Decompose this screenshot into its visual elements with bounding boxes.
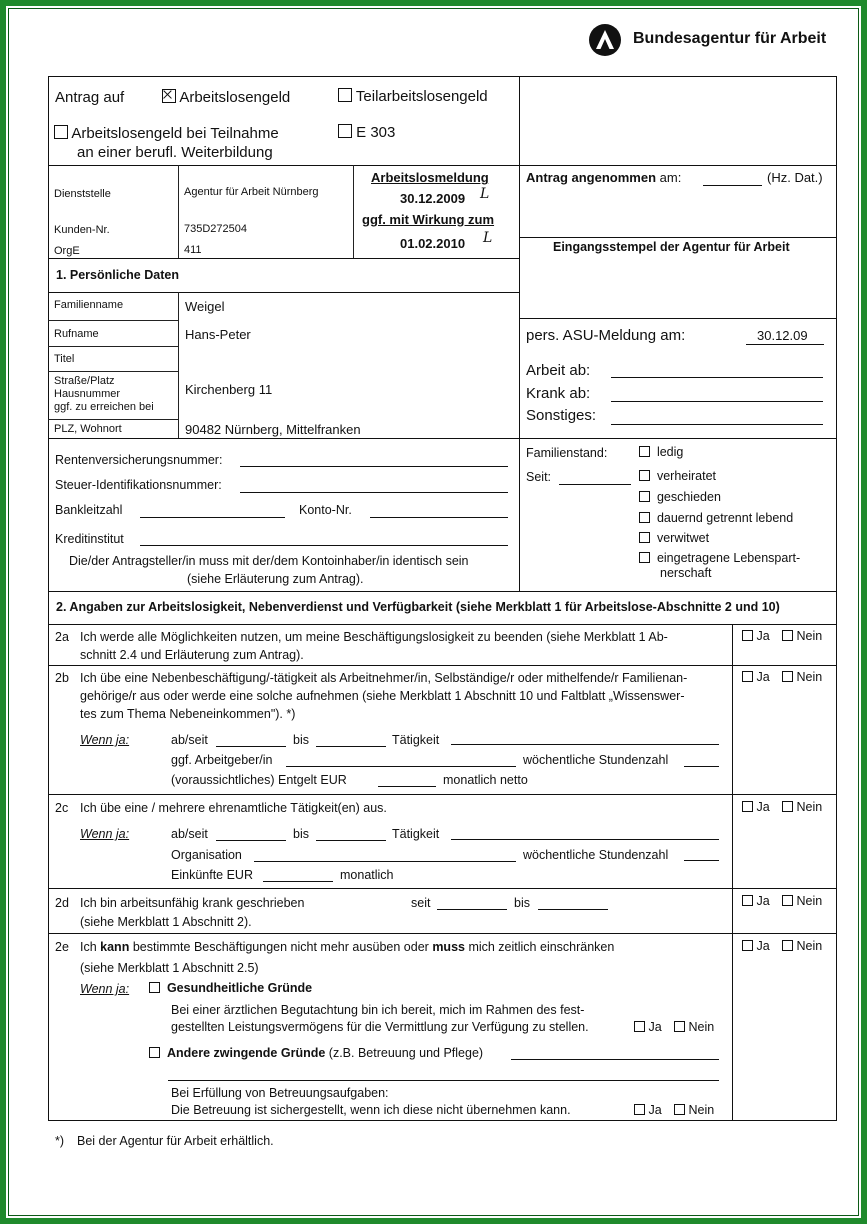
opt-weiterbildung[interactable]: Arbeitslosengeld bei Teilnahme — [54, 125, 279, 142]
bank-note-1: Die/der Antragsteller/in muss mit der/dem Kontoinhaber/in identisch sein — [69, 554, 469, 568]
sonstiges-label: Sonstiges: — [526, 407, 597, 424]
familienname-value[interactable]: Weigel — [185, 299, 225, 314]
agency-logo — [589, 24, 621, 56]
q2e-betreuung-nein[interactable]: Nein — [674, 1103, 714, 1117]
strasse-value[interactable]: Kirchenberg 11 — [185, 382, 273, 397]
fs-lebenspartnerschaft[interactable]: eingetragene Lebenspart- — [639, 551, 800, 565]
q2c-monatlich: monatlich — [340, 868, 394, 882]
fs-geschieden[interactable]: geschieden — [639, 490, 721, 504]
q2b-abseit-field[interactable] — [216, 746, 286, 747]
q2b-nein[interactable]: Nein — [782, 670, 822, 684]
q2b-entgelt-field[interactable] — [378, 786, 436, 787]
checkbox-icon[interactable] — [742, 895, 753, 906]
dienststelle-value: Agentur für Arbeit Nürnberg — [184, 186, 319, 198]
steuer-field[interactable] — [240, 492, 508, 493]
checkbox-icon[interactable] — [782, 671, 793, 682]
q2e-gesund-ja[interactable]: Ja — [634, 1020, 662, 1034]
q2b-netto: monatlich netto — [443, 773, 528, 787]
sonstiges-field[interactable] — [611, 424, 823, 425]
opt-teilarbeitslosengeld[interactable]: Teilarbeitslosengeld — [338, 88, 488, 105]
q2d-bis-field[interactable] — [538, 909, 608, 910]
footnote-mark: *) — [55, 1134, 65, 1148]
bank-note-2: (siehe Erläuterung zum Antrag). — [187, 572, 364, 586]
hz-dat: (Hz. Dat.) — [767, 170, 823, 185]
checkbox-icon[interactable] — [338, 88, 352, 102]
q2b-stunden: wöchentliche Stundenzahl — [523, 753, 669, 767]
checkbox-icon[interactable] — [634, 1104, 645, 1115]
checkbox-icon[interactable] — [634, 1021, 645, 1032]
q2e-ja[interactable]: Ja — [742, 939, 770, 953]
q2d-bis: bis — [514, 896, 530, 910]
q2c-taetigkeit-field[interactable] — [451, 839, 719, 840]
q2b-bis: bis — [293, 733, 309, 747]
rv-label: Rentenversicherungsnummer: — [55, 453, 223, 467]
strasse-label-2: Hausnummer — [54, 388, 121, 400]
rv-field[interactable] — [240, 466, 508, 467]
checkbox-icon[interactable] — [639, 532, 650, 543]
q2d-seit-field[interactable] — [437, 909, 507, 910]
seit-label: Seit: — [526, 470, 552, 484]
kredit-label: Kreditinstitut — [55, 532, 124, 546]
checkbox-icon[interactable] — [674, 1021, 685, 1032]
q2d-nein[interactable]: Nein — [782, 894, 822, 908]
seit-field[interactable] — [559, 484, 631, 485]
q2b-text-3: tes zum Thema Nebeneinkommen"). *) — [80, 707, 296, 721]
fs-lebenspartnerschaft-2: nerschaft — [660, 566, 712, 580]
meldung-wirkung: ggf. mit Wirkung zum — [362, 212, 495, 227]
initial-mark-1: L — [480, 186, 490, 202]
q2c-taetigkeit: Tätigkeit — [392, 827, 440, 841]
q2e-wenn-ja: Wenn ja: — [80, 982, 130, 996]
meldung-date1: 30.12.2009 — [400, 191, 466, 206]
q2b-ja[interactable]: Ja — [742, 670, 770, 684]
q2c-bis-field[interactable] — [316, 840, 386, 841]
q2e-andere[interactable]: Andere zwingende Gründe (z.B. Betreuung und Pflege) — [149, 1046, 483, 1060]
q2b-entgelt: (voraussichtliches) Entgelt EUR — [171, 773, 347, 787]
checkbox-icon[interactable] — [742, 630, 753, 641]
section1-title: 1. Persönliche Daten — [56, 268, 179, 282]
q2e-num: 2e — [55, 940, 69, 954]
checkbox-icon[interactable] — [782, 630, 793, 641]
titel-label: Titel — [54, 353, 75, 365]
checkbox-icon[interactable] — [782, 940, 793, 951]
checkbox-icon[interactable] — [639, 552, 650, 563]
q2d-text-2: (siehe Merkblatt 1 Abschnitt 2). — [80, 915, 252, 929]
strasse-label-3: ggf. zu erreichen bei — [54, 401, 154, 413]
konto-field[interactable] — [370, 517, 508, 518]
plz-value[interactable]: 90482 Nürnberg, Mittelfranken — [185, 422, 361, 437]
fs-ledig[interactable]: ledig — [639, 445, 683, 459]
opt-e303[interactable]: E 303 — [338, 124, 395, 141]
rufname-label: Rufname — [54, 328, 99, 340]
orge-value: 411 — [184, 244, 202, 256]
q2c-stunden: wöchentliche Stundenzahl — [523, 848, 669, 862]
antrag-label: Antrag auf — [55, 89, 125, 106]
checkbox-icon[interactable] — [742, 801, 753, 812]
q2a-nein[interactable]: Nein — [782, 629, 822, 643]
steuer-label: Steuer-Identifikationsnummer: — [55, 478, 222, 492]
checkbox-icon[interactable] — [782, 895, 793, 906]
krank-ab-label: Krank ab: — [526, 385, 591, 402]
q2c-text: Ich übe eine / mehrere ehrenamtliche Tätigkeit(en) aus. — [80, 801, 387, 815]
q2a-text-2: schnitt 2.4 und Erläuterung zum Antrag). — [80, 648, 304, 662]
q2c-stunden-field[interactable] — [684, 860, 719, 861]
q2b-taetigkeit-field[interactable] — [451, 744, 719, 745]
agency-name: Bundesagentur für Arbeit — [633, 30, 827, 47]
kredit-field[interactable] — [140, 545, 508, 546]
q2c-einkuenfte: Einkünfte EUR — [171, 868, 253, 882]
q2b-taetigkeit: Tätigkeit — [392, 733, 440, 747]
q2d-num: 2d — [55, 896, 69, 910]
checkbox-icon[interactable] — [149, 982, 160, 993]
checkbox-icon[interactable] — [639, 491, 650, 502]
q2e-text-1: Ich kann bestimmte Beschäftigungen nicht mehr ausüben oder muss mich zeitlich einschränken — [80, 940, 615, 954]
q2d-text-1: Ich bin arbeitsunfähig krank geschrieben — [80, 896, 305, 910]
q2c-nein[interactable]: Nein — [782, 800, 822, 814]
q2a-text-1: Ich werde alle Möglichkeiten nutzen, um meine Beschäftigungslosigkeit zu beenden (siehe Merkblatt 1 Ab- — [80, 630, 668, 644]
section2-title: 2. Angaben zur Arbeitslosigkeit, Nebenverdienst und Verfügbarkeit (siehe Merkblatt 1 für Arbeitslose-Abschnitte 2 und 10) — [56, 600, 780, 614]
q2d-ja[interactable]: Ja — [742, 894, 770, 908]
q2a-ja[interactable]: Ja — [742, 629, 770, 643]
arbeit-ab-field[interactable] — [611, 377, 823, 378]
q2d-seit: seit — [411, 896, 431, 910]
q2e-nein[interactable]: Nein — [782, 939, 822, 953]
kunden-value: 735D272504 — [184, 223, 248, 235]
q2b-bis-field[interactable] — [316, 746, 386, 747]
q2e-text-2: (siehe Merkblatt 1 Abschnitt 2.5) — [80, 961, 259, 975]
asu-label: pers. ASU-Meldung am: — [526, 327, 686, 344]
footnote-text: Bei der Agentur für Arbeit erhältlich. — [77, 1134, 274, 1148]
q2b-abseit: ab/seit — [171, 733, 208, 747]
q2c-ja[interactable]: Ja — [742, 800, 770, 814]
q2c-bis: bis — [293, 827, 309, 841]
q2b-num: 2b — [55, 671, 69, 685]
checkbox-icon[interactable] — [54, 125, 68, 139]
q2e-andere-field-2[interactable] — [168, 1080, 719, 1081]
eingangsstempel-label: Eingangsstempel der Agentur für Arbeit — [553, 240, 790, 254]
konto-label: Konto-Nr. — [299, 503, 352, 517]
q2e-gesund-text-2: gestellten Leistungsvermögens für die Vermittlung zur Verfügung zu stellen. — [171, 1020, 589, 1034]
q2e-betreuung-ja[interactable]: Ja — [634, 1103, 662, 1117]
q2b-stunden-field[interactable] — [684, 766, 719, 767]
q2b-arbeitgeber-field[interactable] — [286, 766, 516, 767]
kunden-label: Kunden-Nr. — [54, 224, 110, 236]
q2b-wenn-ja: Wenn ja: — [80, 733, 130, 747]
q2c-organisation-field[interactable] — [254, 861, 516, 862]
blz-label: Bankleitzahl — [55, 503, 123, 517]
asu-value: 30.12.09 — [757, 328, 808, 343]
checkbox-icon[interactable] — [742, 940, 753, 951]
meldung-date2: 01.02.2010 — [400, 236, 466, 251]
checkbox-icon[interactable] — [639, 446, 650, 457]
q2a-num: 2a — [55, 630, 69, 644]
fs-getrennt[interactable]: dauernd getrennt lebend — [639, 511, 793, 525]
arbeit-ab-label: Arbeit ab: — [526, 362, 591, 379]
strasse-label-1: Straße/Platz — [54, 375, 115, 387]
checkbox-icon[interactable] — [674, 1104, 685, 1115]
q2b-text-2: gehörige/r aus oder werde eine solche aufnehmen (siehe Merkblatt 1 Abschnitt 10 und Faltblatt „Wissenswer- — [80, 689, 685, 703]
initial-mark-2: L — [483, 230, 493, 246]
q2b-arbeitgeber: ggf. Arbeitgeber/in — [171, 753, 273, 767]
plz-label: PLZ, Wohnort — [54, 423, 122, 435]
q2e-gesund-nein[interactable]: Nein — [674, 1020, 714, 1034]
q2c-wenn-ja: Wenn ja: — [80, 827, 130, 841]
q2c-num: 2c — [55, 801, 69, 815]
checkbox-checked-icon[interactable] — [162, 89, 176, 103]
checkbox-icon[interactable] — [149, 1047, 160, 1058]
q2e-betreuung-1: Bei Erfüllung von Betreuungsaufgaben: — [171, 1086, 389, 1100]
opt-arbeitslosengeld[interactable]: Arbeitslosengeld — [162, 89, 290, 106]
orge-label: OrgE — [54, 245, 80, 257]
meldung-title: Arbeitslosmeldung — [371, 170, 489, 185]
checkbox-icon[interactable] — [639, 512, 650, 523]
q2c-organisation: Organisation — [171, 848, 242, 862]
q2c-abseit: ab/seit — [171, 827, 208, 841]
checkbox-icon[interactable] — [338, 124, 352, 138]
familienstand-label: Familienstand: — [526, 446, 608, 460]
krank-ab-field[interactable] — [611, 401, 823, 402]
q2c-einkuenfte-field[interactable] — [263, 881, 333, 882]
checkbox-icon[interactable] — [639, 470, 650, 481]
fs-verwitwet[interactable]: verwitwet — [639, 531, 709, 545]
q2e-gesund-text-1: Bei einer ärztlichen Begutachtung bin ich bereit, mich im Rahmen des fest- — [171, 1003, 585, 1017]
checkbox-icon[interactable] — [742, 671, 753, 682]
blz-field[interactable] — [140, 517, 285, 518]
q2e-gesund[interactable]: Gesundheitliche Gründe — [149, 981, 312, 995]
familienname-label: Familienname — [54, 299, 124, 311]
dienststelle-label: Dienststelle — [54, 188, 111, 200]
fs-verheiratet[interactable]: verheiratet — [639, 469, 716, 483]
q2e-betreuung-2: Die Betreuung ist sichergestellt, wenn ich diese nicht übernehmen kann. — [171, 1103, 571, 1117]
opt-weiterbildung-line2: an einer berufl. Weiterbildung — [77, 144, 273, 161]
q2c-abseit-field[interactable] — [216, 840, 286, 841]
checkbox-icon[interactable] — [782, 801, 793, 812]
angenommen-label: Antrag angenommen am: — [526, 170, 682, 185]
q2e-andere-field[interactable] — [511, 1059, 719, 1060]
q2b-text-1: Ich übe eine Nebenbeschäftigung/-tätigkeit als Arbeitnehmer/in, Selbständige/r oder mithelfende/r Familienan- — [80, 671, 688, 685]
rufname-value[interactable]: Hans-Peter — [185, 327, 251, 342]
agency-logo-icon — [589, 24, 621, 56]
